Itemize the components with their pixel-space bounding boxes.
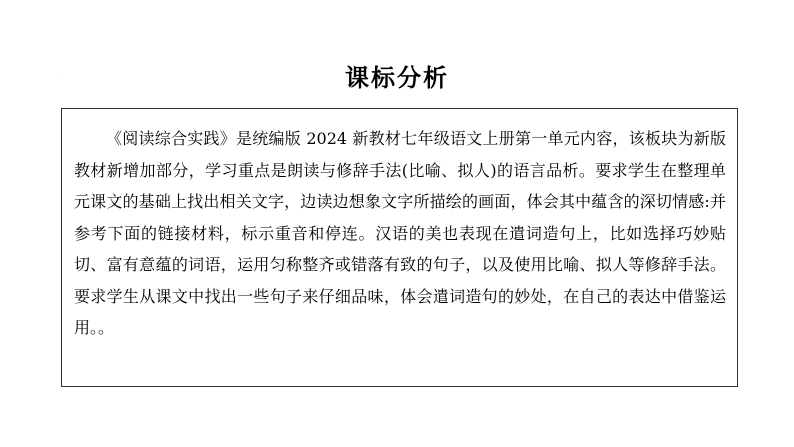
page-title: 课标分析	[345, 64, 449, 92]
corner-mark: ·	[58, 72, 60, 77]
text-box	[61, 108, 738, 387]
body-paragraph: 《阅读综合实践》是统编版 2024 新教材七年级语文上册第一单元内容，该板块为新版教材新增加部分，学习重点是朗读与修辞手法(比喻、拟人)的语言品析。要求学生在整理单元课文的基础上找出相关文字，边读边想象文字所描绘的画面，体会其中蕴含的深切情感:并参考下面的链接材料，标示重音和停连。汉语的美也表现在遣词造句上，比如选择巧妙贴切、富有意蕴的词语，运用匀称整齐或错落有致的句子，以及使用比喻、拟人等修辞手法。要求学生从课文中找出一些句子来仔细品味，体会遣词造句的妙处，在自己的表达中借鉴运用。。	[74, 129, 726, 337]
